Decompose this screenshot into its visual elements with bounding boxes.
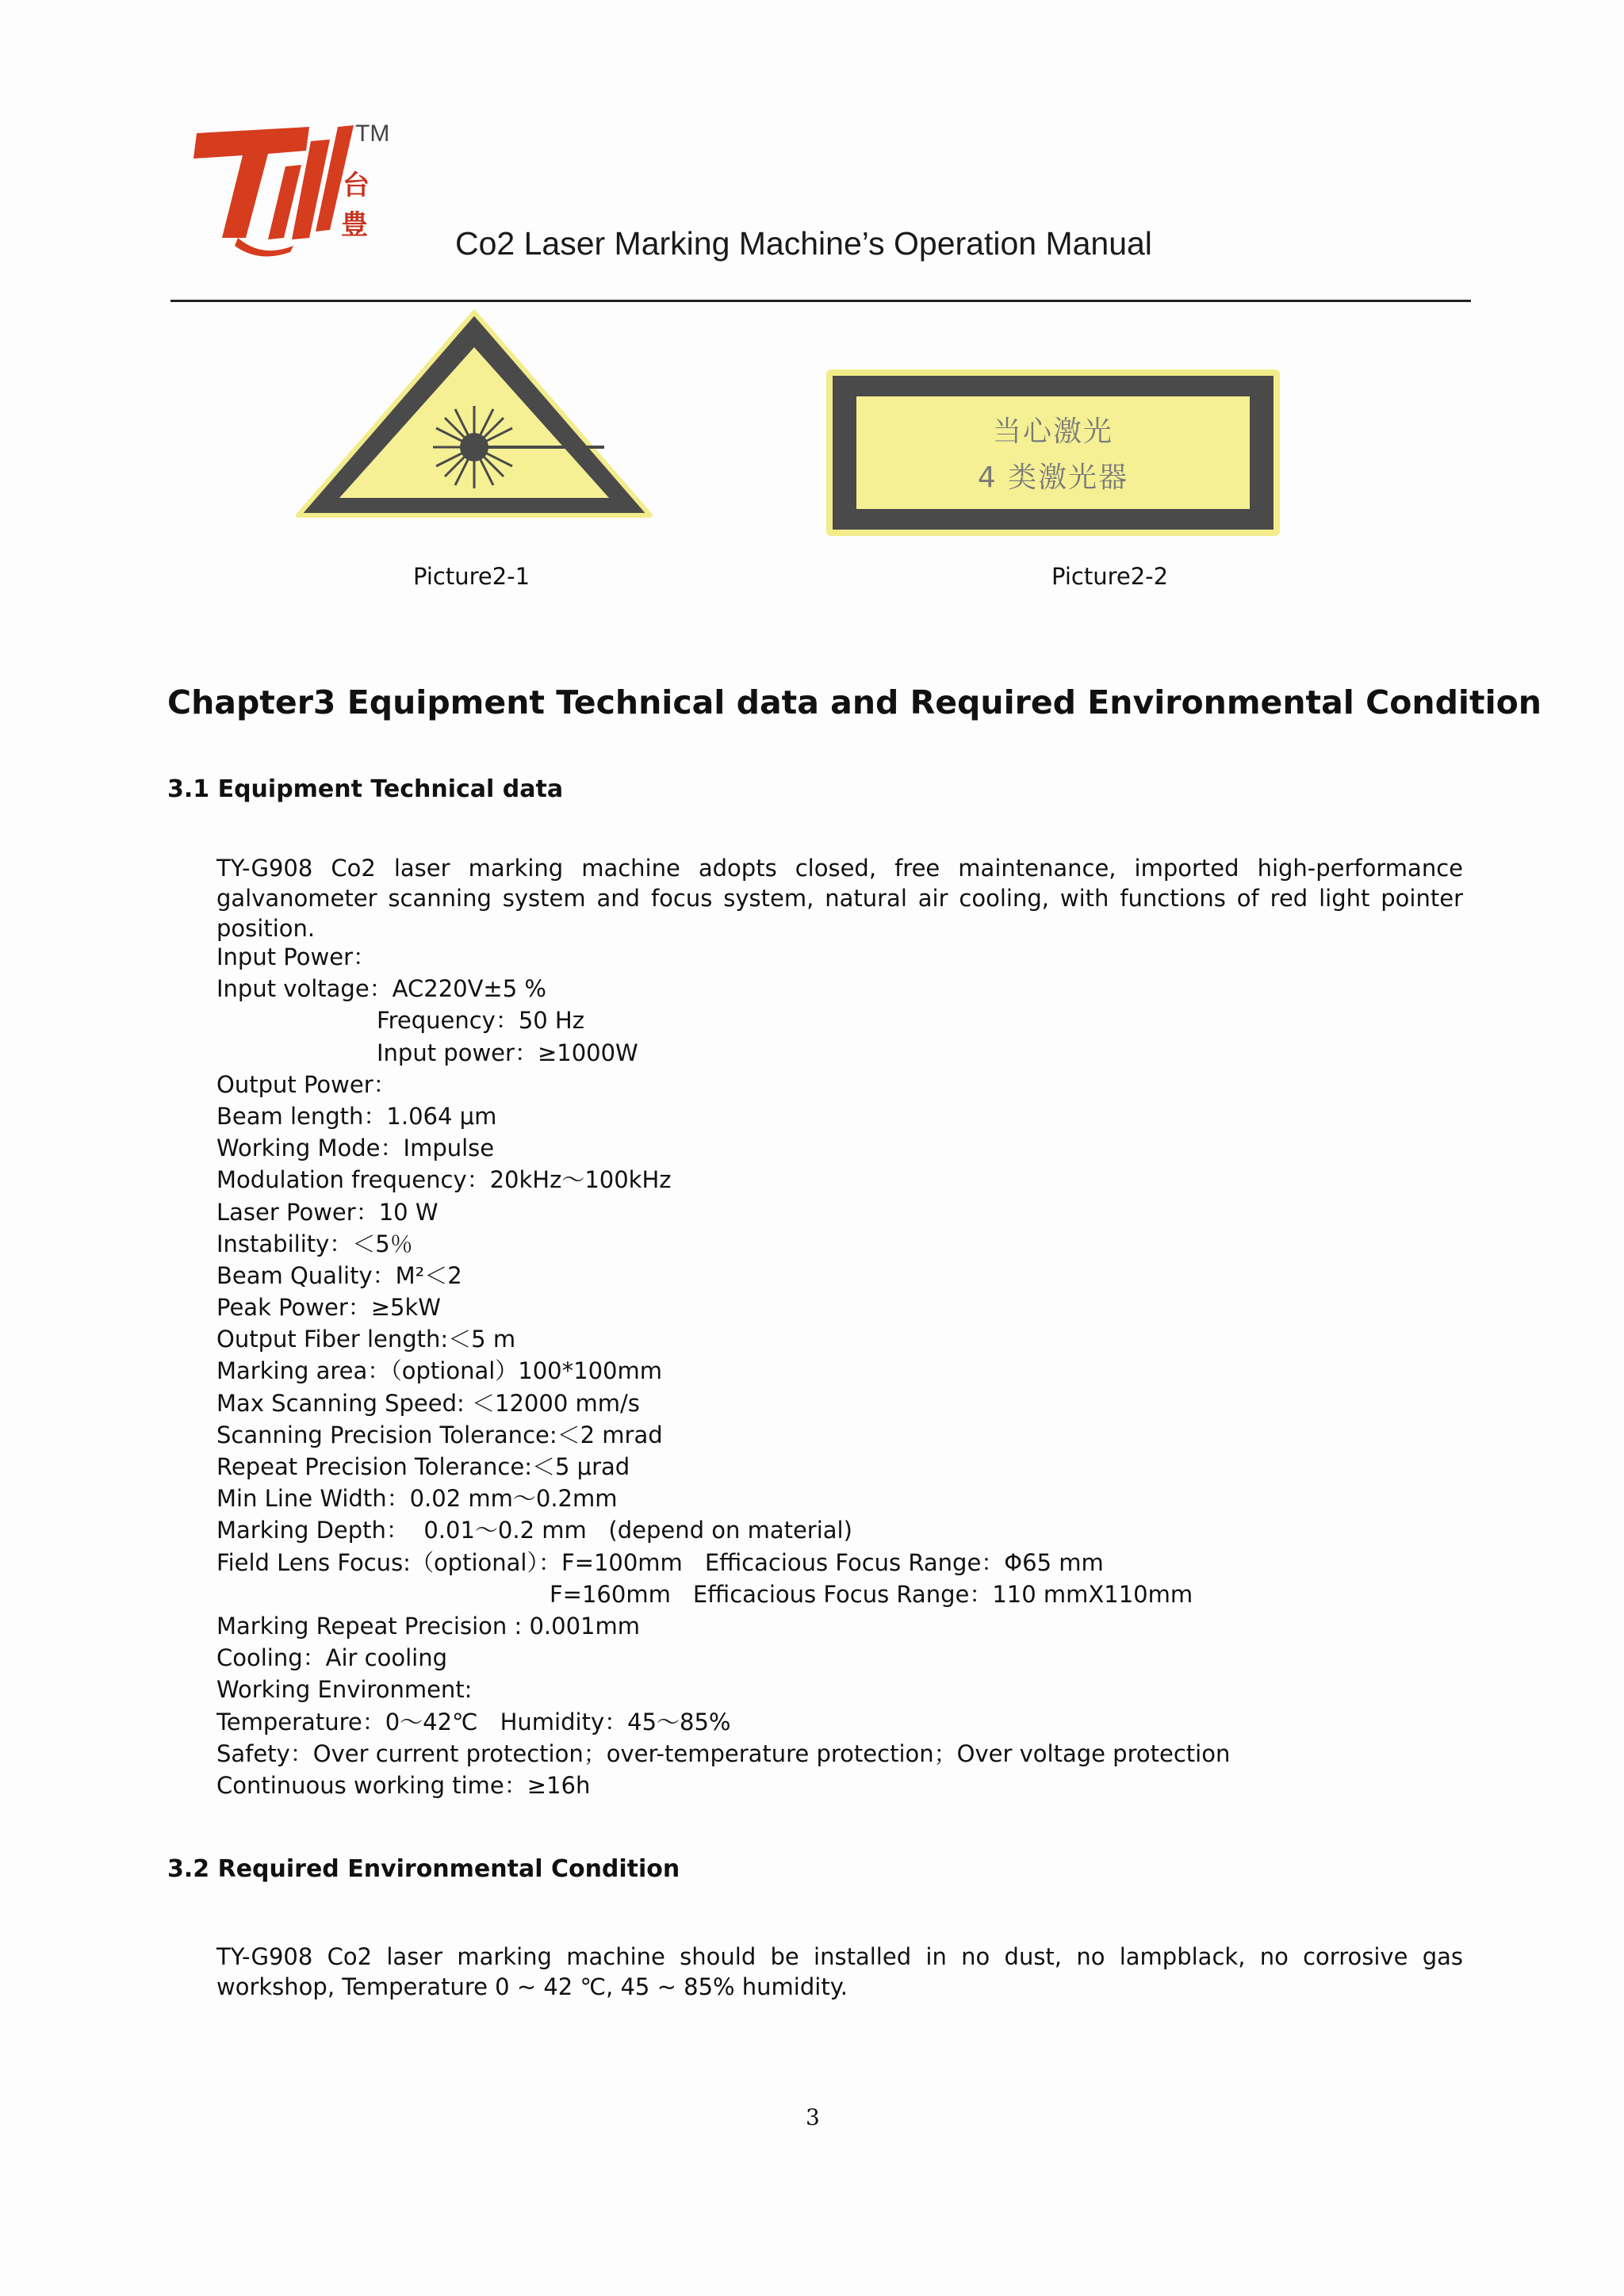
document-header-title: Co2 Laser Marking Machine’s Operation Manual [455, 225, 1152, 262]
laser-warning-sign [826, 369, 1280, 536]
logo-char-2: 豊 [341, 209, 368, 241]
spec-min-line-width: Min Line Width：0.02 mm～0.2mm [216, 1485, 618, 1513]
sign-border [833, 376, 1274, 530]
spec-working-environment: Working Environment: [216, 1676, 473, 1704]
spec-repeat-tolerance: Repeat Precision Tolerance:＜5 μrad [216, 1453, 630, 1480]
spec-field-lens-row-1 [216, 1547, 1230, 1578]
spec-peak-power: Peak Power：≥5kW [216, 1294, 441, 1322]
spec-field-lens-b-range: Efficacious Focus Range：110 mmX110mm [692, 1580, 1193, 1608]
spec-beam-length: Beam length：1.064 μm [216, 1102, 497, 1130]
spec-marking-area: Marking area：（optional）100*100mm [216, 1357, 662, 1385]
picture2-caption: Picture2-2 [1051, 563, 1169, 590]
spec-laser-power: Laser Power：10 W [216, 1198, 439, 1226]
section-3-1-title: 3.1 Equipment Technical data [167, 775, 564, 803]
spec-temperature-humidity-row [216, 1706, 1230, 1738]
logo-char-1: 台 [343, 170, 370, 201]
spec-instability: Instability：＜5％ [216, 1230, 413, 1257]
spec-fiber-length: Output Fiber length:＜5 m [216, 1326, 516, 1353]
spec-working-mode: Working Mode：Impulse [216, 1135, 495, 1162]
sign-panel [856, 396, 1250, 509]
spec-cooling: Cooling：Air cooling [216, 1644, 448, 1672]
spec-repeat-precision: Marking Repeat Precision : 0.001mm [216, 1612, 640, 1640]
spec-humidity: Humidity：45～85% [500, 1708, 731, 1735]
logo-tm-mark: TM [355, 121, 390, 147]
spec-modulation: Modulation frequency：20kHz～100kHz [216, 1166, 672, 1194]
section-3-2-body: TY-G908 Co2 laser marking machine should be installed in no dust, no lampblack, no corrosive gas workshop, Temperature 0 ~ 42 ℃, 45 ~ 85% humidity. [216, 1943, 1463, 2000]
spec-input-power: Input Power： [216, 943, 376, 970]
spec-marking-depth: Marking Depth： 0.01～0.2 mm (depend on material) [216, 1517, 852, 1544]
spec-safety: Safety：Over current protection；over-temperature protection；Over voltage protection [216, 1739, 1231, 1767]
sign-text-line2: 4 类激光器 [977, 461, 1129, 494]
company-logo [190, 119, 404, 262]
spec-temperature: Temperature：0～42℃ [216, 1708, 478, 1735]
page-number: 3 [806, 2104, 820, 2130]
spec-field-lens-b: F=160mm [550, 1580, 671, 1608]
spec-beam-quality: Beam Quality：M²＜2 [216, 1261, 462, 1289]
chapter-title: Chapter3 Equipment Technical data and Required Environmental Condition [167, 683, 1542, 721]
picture1-caption: Picture2-1 [413, 563, 530, 590]
section-3-2-title: 3.2 Required Environmental Condition [167, 1855, 680, 1883]
spec-input-power-value: Input power：≥1000W [377, 1039, 638, 1066]
spec-continuous-time: Continuous working time：≥16h [216, 1771, 591, 1799]
sign-text-line1: 当心激光 [992, 415, 1113, 448]
spec-scan-precision: Scanning Precision Tolerance:＜2 mrad [216, 1421, 663, 1448]
laser-warning-triangle [293, 308, 655, 523]
spec-field-lens-row-2 [216, 1578, 1230, 1610]
spec-frequency: Frequency：50 Hz [377, 1007, 584, 1035]
technical-specs-list [216, 941, 1230, 1801]
spec-input-voltage: Input voltage：AC220V±5 % [216, 975, 546, 1003]
spec-field-lens-a-range: Efficacious Focus Range：Φ65 mm [704, 1548, 1104, 1576]
header-divider [170, 300, 1471, 302]
spec-output-power: Output Power： [216, 1070, 396, 1098]
section-3-1-intro: TY-G908 Co2 laser marking machine adopts closed, free maintenance, imported high-performance galvanometer scanning system and focus system, natural air cooling, with functions of red light pointer position. [216, 855, 1463, 942]
spec-max-speed: Max Scanning Speed: ＜12000 mm/s [216, 1389, 640, 1417]
spec-field-lens-a: Field Lens Focus:（optional）：F=100mm [216, 1548, 683, 1576]
